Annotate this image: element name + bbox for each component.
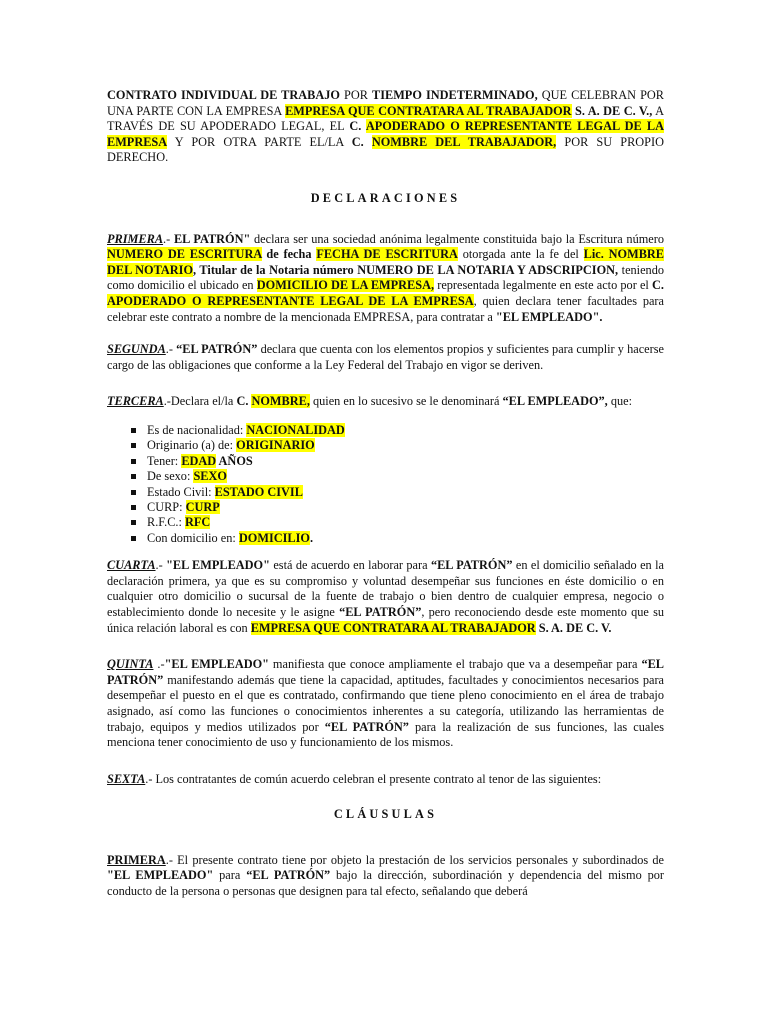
declaracion-sexta: SEXTA.- Los contratantes de común acuerdo celebran el presente contrato al tenor de las siguientes: — [107, 771, 602, 786]
declaracion-quinta: QUINTA .-"EL EMPLEADO" manifiesta que conoce ampliamente el trabajo que va a desempeñar para “EL PATRÓN” manifestando además que tiene la capacidad, aptitudes, facultades y conocimientos necesarios para desempeñar el puesto en el que es contratado, confirmando que tiene pleno conocimiento en el área de trabajo asignado, así como las funciones o conocimientos inherentes a su categoría, utilizando las herramientas de trabajo, equipos y medios utilizados por “EL PATRÓN” para la realización de sus funciones, las cuales menciona tener conocimiento de uso y funcionamiento de los mismos. — [107, 657, 664, 750]
clause-label: PRIMERA — [107, 231, 164, 246]
placeholder-company: EMPRESA QUE CONTRATARA AL TRABAJADOR — [285, 103, 572, 118]
placeholder-company-address: DOMICILIO DE LA EMPRESA, — [256, 278, 435, 293]
contract-intro: CONTRATO INDIVIDUAL DE TRABAJO POR TIEMPO INDETERMINADO, QUE CELEBRAN POR UNA PARTE CON LA EMPRESA EMPRESA QUE CONTRATARA AL TRABAJADOR S. A. DE C. V., A TRAVÉS DE SU APODERADO LEGAL, EL C. APODERADO O REPRESENTANTE LEGAL DE LA EMPRESA Y POR OTRA PARTE EL/LA C. NOMBRE DEL TRABAJADOR, POR SU PROPIO DERECHO. — [107, 88, 665, 165]
clause-label: TERCERA — [107, 394, 164, 409]
list-item: R.F.C.: RFC — [107, 515, 664, 530]
clausulas-heading: CLÁUSULAS — [333, 807, 438, 822]
list-item: CURP: CURP — [107, 500, 664, 515]
clausula-primera: PRIMERA.- El presente contrato tiene por objeto la prestación de los servicios personales y subordinados de "EL EMPLEADO" para “EL PATRÓN” bajo la dirección, subordinación y dependencia del mismo por conducto de la persona o personas que designen para tal efecto, señalando que deberá — [107, 852, 664, 899]
declaracion-cuarta: CUARTA.- "EL EMPLEADO" está de acuerdo en laborar para “EL PATRÓN” en el domicilio señalado en la declaración primera, ya que es su compromiso y voluntad desempeñar sus funciones en éste domicilio o en cualquier otro domicilio o sucursal de la fuente de trabajo o bien dentro de cualquier empresa, negocio o establecimiento donde lo necesite y le asigne “EL PATRÓN”, pero reconociendo desde este momento que su única relación laboral es con EMPRESA QUE CONTRATARA AL TRABAJADOR S. A. DE C. V. — [107, 558, 664, 635]
intro-title: CONTRATO INDIVIDUAL DE TRABAJO — [107, 88, 340, 102]
placeholder-company: EMPRESA QUE CONTRATARA AL TRABAJADOR — [250, 620, 536, 635]
placeholder-name: NOMBRE, — [251, 394, 310, 409]
clause-label: PRIMERA — [107, 852, 166, 867]
placeholder-representative: APODERADO O REPRESENTANTE LEGAL DE LA EMPRESA — [107, 293, 474, 308]
employee-details-list — [107, 423, 664, 546]
declaracion-primera: PRIMERA.- EL PATRÓN" declara ser una sociedad anónima legalmente constituida bajo la Escritura número NUMERO DE ESCRITURA de fecha FECHA DE ESCRITURA otorgada ante la fe del Lic. NOMBRE DEL NOTARIO, Titular de la Notaria número NUMERO DE LA NOTARIA Y ADSCRIPCION, teniendo como domicilio el ubicado en DOMICILIO DE LA EMPRESA, representada legalmente en este acto por el C. APODERADO O REPRESENTANTE LEGAL DE LA EMPRESA, quien declara tener facultades para celebrar este contrato a nombre de la mencionada EMPRESA, para contratar a "EL EMPLEADO". — [107, 231, 665, 324]
clause-label: SEXTA — [107, 771, 146, 786]
list-item: Estado Civil: ESTADO CIVIL — [107, 485, 664, 500]
placeholder-notary: Lic. NOMBRE DEL NOTARIO — [107, 247, 664, 277]
list-item: Originario (a) de: ORIGINARIO — [107, 438, 664, 453]
declaracion-segunda: SEGUNDA.- “EL PATRÓN” declara que cuenta con los elementos propios y suficientes para cumplir y hacerse cargo de las obligaciones que conforme a la Ley Federal del Trabajo en vigor se deriven. — [107, 342, 664, 372]
clause-label: QUINTA — [107, 657, 154, 672]
list-item: Con domicilio en: DOMICILIO. — [107, 531, 664, 546]
clause-label: CUARTA — [107, 558, 156, 573]
declaracion-tercera: TERCERA.-Declara el/la C. NOMBRE, quien en lo sucesivo se le denominará “EL EMPLEADO”, que: — [107, 394, 632, 409]
list-item: De sexo: SEXO — [107, 469, 664, 484]
list-item: Es de nacionalidad: NACIONALIDAD — [107, 423, 664, 438]
placeholder-representative: APODERADO O REPRESENTANTE LEGAL DE LA EMPRESA — [107, 119, 664, 149]
placeholder-deed-date: FECHA DE ESCRITURA — [316, 247, 458, 262]
list-item: Tener: EDAD AÑOS — [107, 454, 664, 469]
declaraciones-heading: DECLARACIONES — [310, 190, 461, 205]
placeholder-worker-name: NOMBRE DEL TRABAJADOR, — [371, 134, 557, 149]
document-page — [107, 88, 664, 900]
clause-label: SEGUNDA — [107, 342, 166, 357]
placeholder-deed-number: NUMERO DE ESCRITURA — [107, 247, 262, 262]
